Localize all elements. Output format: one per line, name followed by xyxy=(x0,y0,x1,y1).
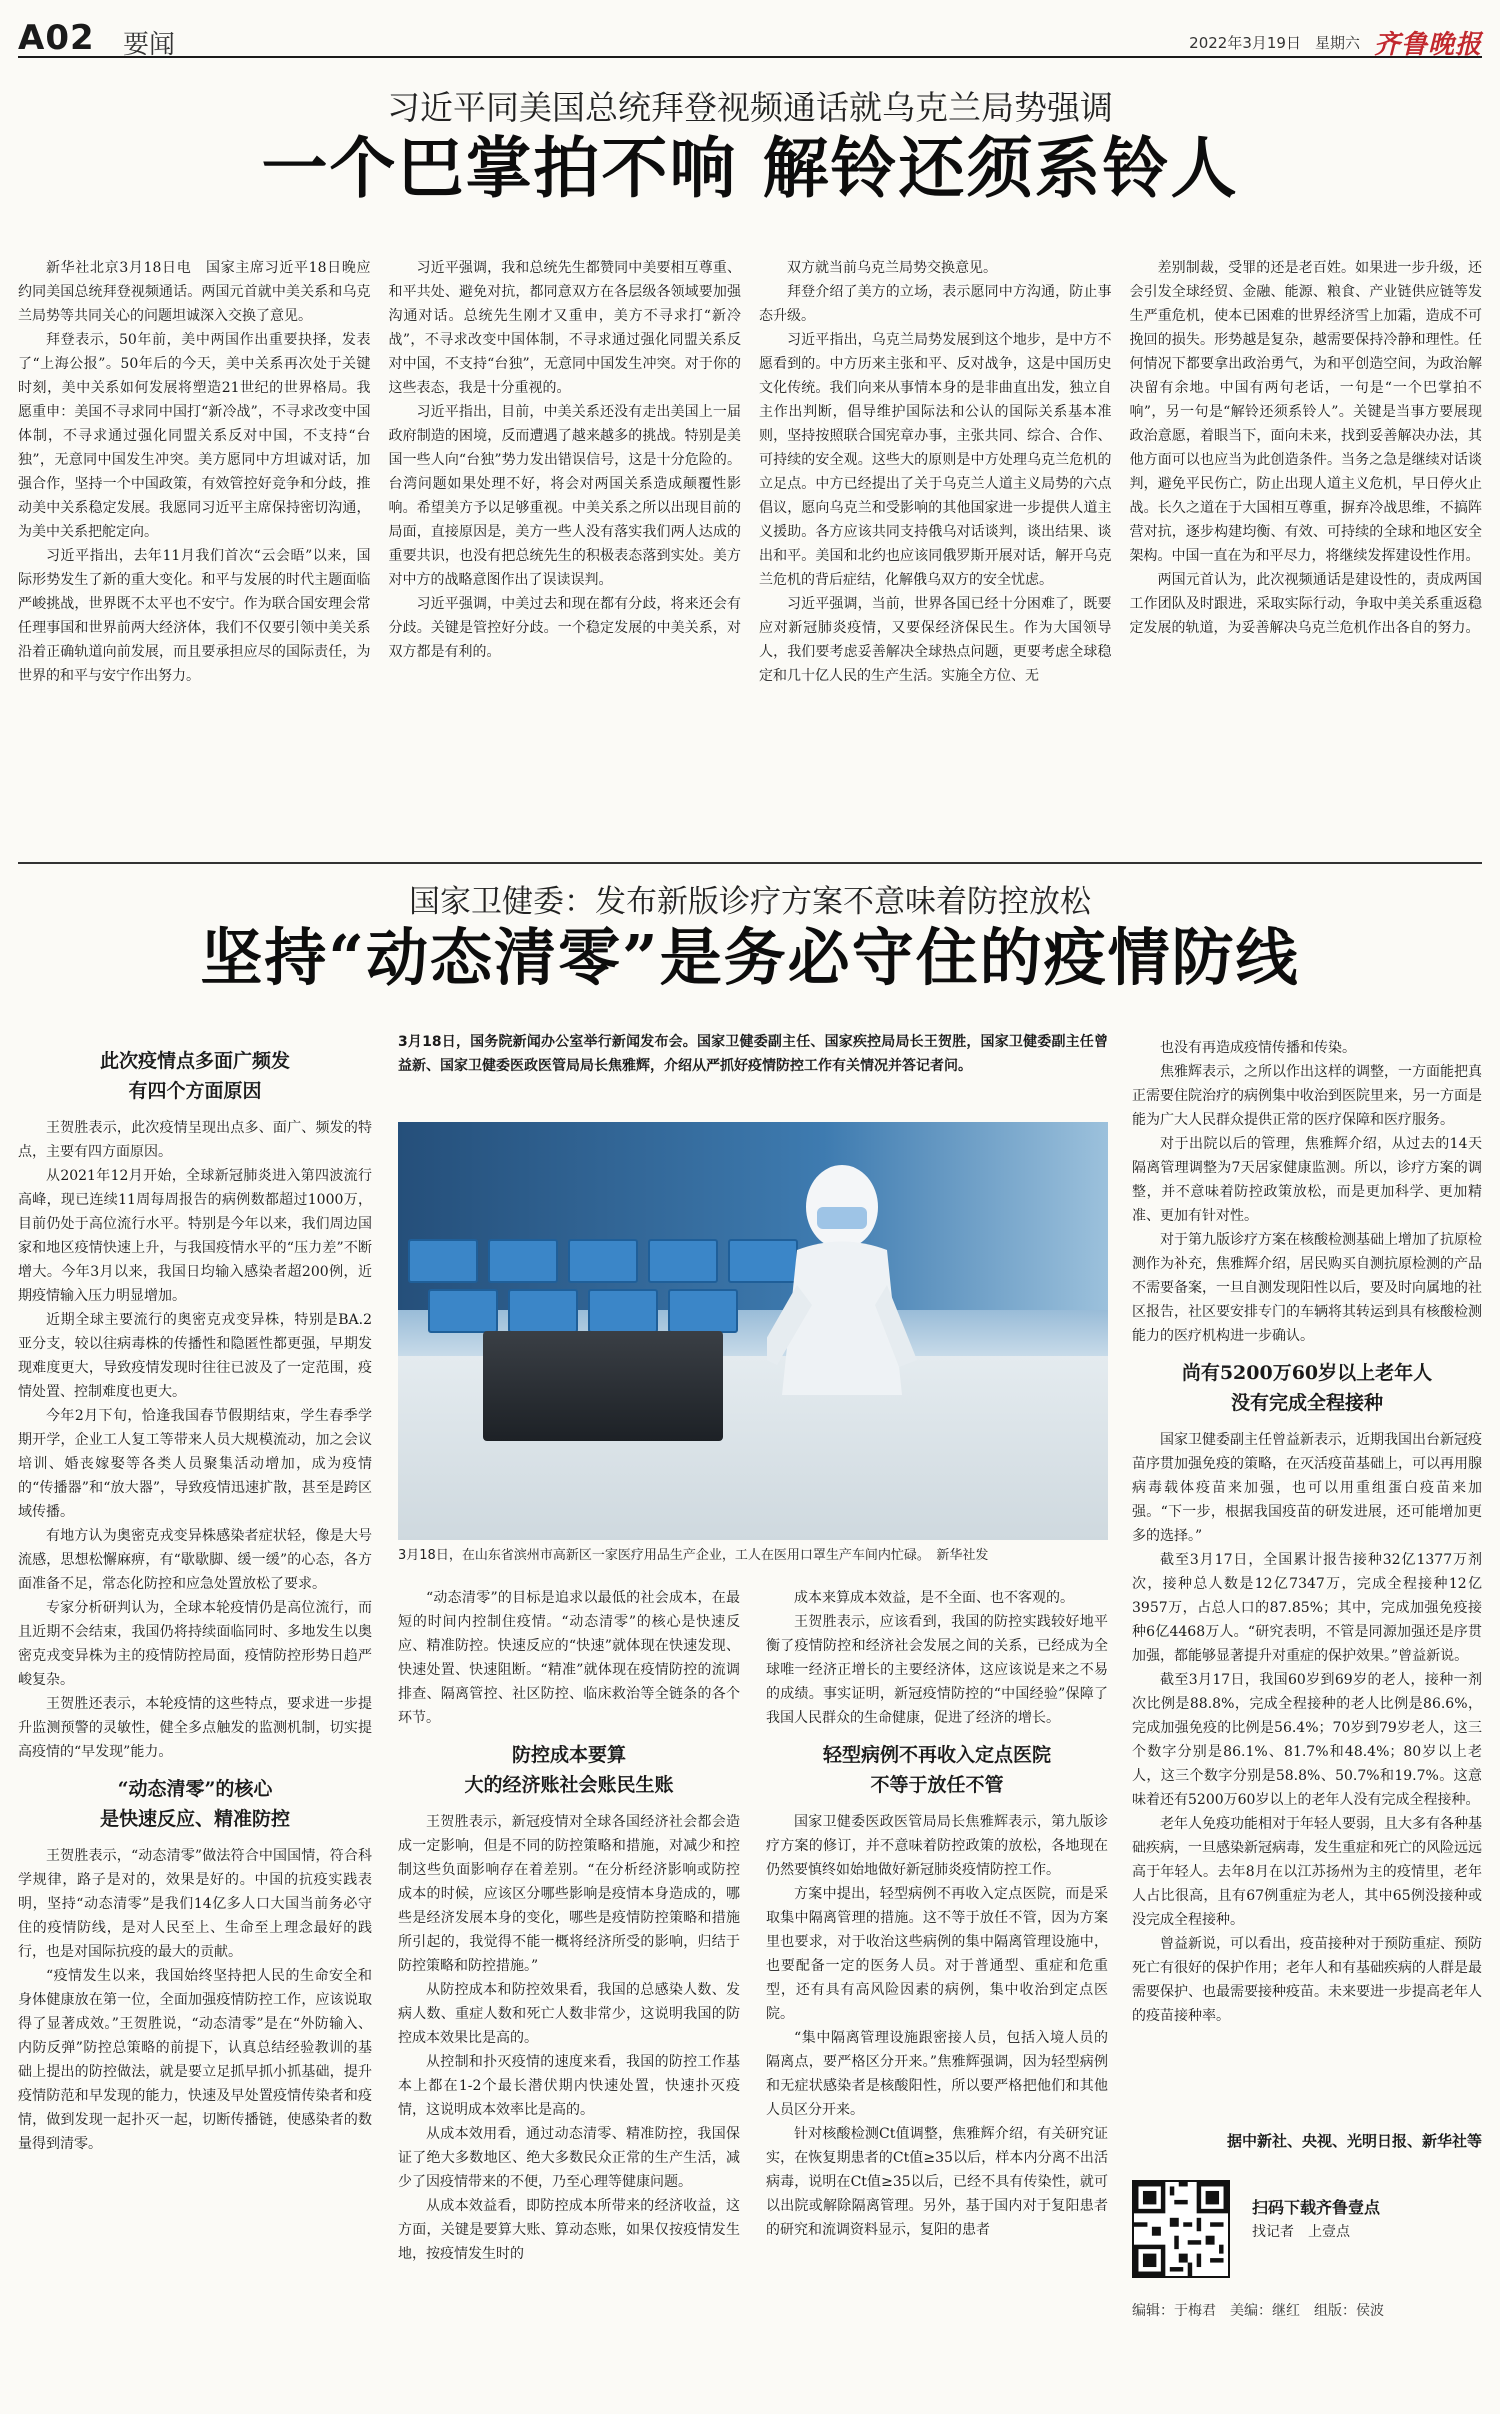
section-name: 要闻 xyxy=(123,30,176,60)
date-box xyxy=(1189,24,1482,61)
paragraph: 曾益新说，可以看出，疫苗接种对于预防重症、预防死亡有很好的保护作用；老年人和有基础疾病的人群是最需要保护、也最需要接种疫苗。未来要进一步提高老年人的疫苗接种率。 xyxy=(1132,1936,1482,2024)
story2-source: 据中新社、央视、光明日报、新华社等 xyxy=(1226,2132,1482,2150)
paragraph: 王贺胜表示，此次疫情呈现出点多、面广、频发的特点，主要有四方面原因。 xyxy=(18,1120,372,1160)
story2-headline: 坚持“动态清零”是务必守住的疫情防线 xyxy=(200,921,1300,994)
photo-caption: 3月18日，在山东省滨州市高新区一家医疗用品生产企业，工人在医用口罩生产车间内忙碌。 新华社发 xyxy=(398,1548,989,1563)
story1-headline: 一个巴掌拍不响 解铃还须系铃人 xyxy=(261,129,1239,207)
paragraph: 从2021年12月开始，全球新冠肺炎进入第四波流行高峰，现已连续11周每周报告的病例数都超过1000万，目前仍处于高位流行水平。特别是今年以来，我们周边国家和地区疫情快速上升，与我国疫情水平的“压力差”不断增大。今年3月以来，我国日均输入感染者超200例，近期疫情输入压力明显增加。 xyxy=(18,1168,372,1304)
paragraph: 从成本效用看，通过动态清零、精准防控，我国保证了绝大多数地区、绝大多数民众正常的生产生活，减少了因疫情带来的不便，乃至心理等健康问题。 xyxy=(398,2126,740,2190)
story2-column-3 xyxy=(766,1586,1108,2396)
issue-date: 2022年3月19日 xyxy=(1189,34,1301,52)
story1-column-4 xyxy=(1130,256,1483,846)
story2-column-1 xyxy=(18,1036,372,2396)
paragraph: 对于第九版诊疗方案在核酸检测基础上增加了抗原检测作为补充，焦雅辉介绍，居民购买自测抗原检测的产品不需要备案，一旦自测发现阳性以后，要及时向属地的社区报告，社区要安排专门的车辆将其转运到具有核酸检测能力的医疗机构进一步确认。 xyxy=(1132,1232,1482,1344)
story2-subhead-5: 尚有5200万60岁以上老年人 没有完成全程接种 xyxy=(1181,1362,1433,1414)
story2-intro: 3月18日，国务院新闻办公室举行新闻发布会。国家卫健委副主任、国家疾控局局长王贺胜，国家卫健委副主任曾益新、国家卫健委医政医管局局长焦雅辉，介绍从严抓好疫情防控工作有关情况并答记者问。 xyxy=(398,1034,1108,1074)
story2-subhead-2: “动态清零”的核心 是快速反应、精准防控 xyxy=(99,1778,290,1830)
paragraph: 王贺胜表示，应该看到，我国的防控实践较好地平衡了疫情防控和经济社会发展之间的关系，已经成为全球唯一经济正增长的主要经济体，这应该说是来之不易的成绩。事实证明，新冠疫情防控的“中国经验”保障了我国人民群众的生命健康，促进了经济的增长。 xyxy=(766,1614,1108,1726)
paragraph: 也没有再造成疫情传播和传染。 xyxy=(1160,1040,1356,1056)
paragraph: 拜登介绍了美方的立场，表示愿同中方沟通，防止事态升级。 xyxy=(759,284,1112,324)
paragraph: 习近平强调，我和总统先生都赞同中美要相互尊重、和平共处、避免对抗，都同意双方在各层级各领域要加强沟通对话。总统先生刚才又重申，美方不寻求打“新冷战”，不寻求改变中国体制，不寻求通过强化同盟关系反对中国，不支持“台独”，无意同中国发生冲突。对于你的这些表态，我是十分重视的。 xyxy=(388,260,741,396)
page-number: A02 xyxy=(18,18,95,58)
paragraph: 近期全球主要流行的奥密克戎变异株，特别是BA.2亚分支，较以往病毒株的传播性和隐匿性都更强，早期发现难度更大，导致疫情发现时往往已波及了一定范围，疫情处置、控制难度也更大。 xyxy=(18,1312,372,1400)
story1-column-1 xyxy=(18,256,371,846)
news-photo xyxy=(398,1122,1108,1540)
sealing-machine xyxy=(483,1331,723,1441)
qr-caption-line-2: 找记者 上壹点 xyxy=(1252,2224,1350,2240)
qr-code-icon xyxy=(1134,2182,1228,2276)
paragraph: 两国元首认为，此次视频通话是建设性的，责成两国工作团队及时跟进，采取实际行动，争取中美关系重返稳定发展的轨道，为妥善解决乌克兰危机作出各自的努力。 xyxy=(1129,572,1482,636)
paragraph: 王贺胜还表示，本轮疫情的这些特点，要求进一步提升监测预警的灵敏性，健全多点触发的监测机制，切实提高疫情的“早发现”能力。 xyxy=(18,1696,372,1760)
story1-body xyxy=(18,256,1482,846)
paragraph: 王贺胜表示，“动态清零”做法符合中国国情，符合科学规律，路子是对的，效果是好的。中国的抗疫实践表明，坚持“动态清零”是我们14亿多人口大国当前务必守住的疫情防线，是对人民至上、生命至上理念最好的践行，也是对国际抗疫的最大的贡献。 xyxy=(18,1848,372,1960)
paragraph: 截至3月17日，我国60岁到69岁的老人，接种一剂次比例是88.8%，完成全程接种的老人比例是86.6%，完成加强免疫的比例是56.4%；70岁到79岁老人，这三个数字分别是86.1%、81.7%和48.4%；80岁以上老人，这三个数字分别是58.8%、50.7%和19.7%。这意味着还有5200万60岁以上的老年人没有完成全程接种。 xyxy=(1132,1672,1482,1808)
paper-logo: 齐鲁晚报 xyxy=(1373,30,1482,60)
story2-subhead-1: 此次疫情点多面广频发 有四个方面原因 xyxy=(99,1050,290,1102)
story1-kicker: 习近平同美国总统拜登视频通话就乌克兰局势强调 xyxy=(387,88,1113,127)
paragraph: 从控制和扑灭疫情的速度来看，我国的防控工作基本上都在1-2个最长潜伏期内快速处置，快速扑灭疫情，这说明成本效率比是高的。 xyxy=(398,2054,740,2118)
paragraph: 王贺胜表示，新冠疫情对全球各国经济社会都会造成一定影响，但是不同的防控策略和措施，对减少和控制这些负面影响存在着差别。“在分析经济影响或防控成本的时候，应该区分哪些影响是疫情本身造成的，哪些是经济发展本身的变化，哪些是疫情防控策略和措施所引起的，我觉得不能一概将经济所受的影响，归结于防控策略和防控措施。” xyxy=(398,1814,740,1974)
story2-column-4 xyxy=(1132,1036,1482,2086)
paragraph: 从成本效益看，即防控成本所带来的经济收益，这方面，关键是要算大账、算动态账，如果仅按疫情发生地，按疫情发生时的 xyxy=(398,2198,740,2262)
paragraph: 双方就当前乌克兰局势交换意见。 xyxy=(787,260,997,276)
paragraph: 针对核酸检测Ct值调整，焦雅辉介绍，有关研究证实，在恢复期患者的Ct值≥35以后，样本内分离不出活病毒，说明在Ct值≥35以后，已经不具有传染性，就可以出院或解除隔离管理。另外，基于国内对于复阳患者的研究和流调资料显示，复阳的患者 xyxy=(766,2126,1108,2238)
paragraph: 国家卫健委医政医管局局长焦雅辉表示，第九版诊疗方案的修订，并不意味着防控政策的放松，各地现在仍然要慎终如始地做好新冠肺炎疫情防控工作。 xyxy=(766,1814,1108,1878)
paragraph: 习近平指出，目前，中美关系还没有走出美国上一届政府制造的困境，反而遭遇了越来越多的挑战。特别是美国一些人向“台独”势力发出错误信号，这是十分危险的。台湾问题如果处理不好，将会对两国关系造成颠覆性影响。希望美方予以足够重视。中美关系之所以出现目前的局面，直接原因是，美方一些人没有落实我们两人达成的重要共识，也没有把总统先生的积极表态落到实处。美方对中方的战略意图作出了误读误判。 xyxy=(388,404,741,588)
issue-weekday: 星期六 xyxy=(1314,34,1360,52)
paragraph: “疫情发生以来，我国始终坚持把人民的生命安全和身体健康放在第一位，全面加强疫情防控工作，应该说取得了显著成效。”王贺胜说，“动态清零”是在“外防输入、内防反弹”防控总策略的前提下，认真总结经验教训的基础上提出的防控做法，就是要立足抓早抓小抓基础，提升疫情防范和早发现的能力，快速及早处置疫情传染者和疫情，做到发现一起扑灭一起，切断传播链，使感染者的数量得到清零。 xyxy=(18,1968,372,2152)
story2-column-2 xyxy=(398,1586,740,2396)
paragraph: 专家分析研判认为，全球本轮疫情仍是高位流行，而且近期不会结束，我国仍将持续面临同时、多地发生以奥密克戎变异株为主的疫情防控局面，疫情防控形势日趋严峻复杂。 xyxy=(18,1600,372,1688)
paragraph: 老年人免疫功能相对于年轻人要弱，且大多有各种基础疾病，一旦感染新冠病毒，发生重症和死亡的风险远远高于年轻人。去年8月在以江苏扬州为主的疫情里，老年人占比很高，且有67例重症为老人，其中65例没接种或没完成全程接种。 xyxy=(1132,1816,1482,1928)
qr-caption-line-1: 扫码下载齐鲁壹点 xyxy=(1252,2198,1381,2217)
qr-caption xyxy=(1252,2196,1482,2244)
story2-subhead-4: 轻型病例不再收入定点医院 不等于放任不管 xyxy=(822,1744,1051,1796)
page-credits: 编辑：于梅君 美编：继红 组版：侯波 xyxy=(1132,2303,1384,2319)
paragraph: “集中隔离管理设施跟密接人员，包括入境人员的隔离点，要严格区分开来。”焦雅辉强调，因为轻型病例和无症状感染者是核酸阳性，所以要严格把他们和其他人员区分开来。 xyxy=(766,2030,1108,2118)
paragraph: 截至3月17日，全国累计报告接种32亿1377万剂次，接种总人数是12亿7347万，完成全程接种12亿3957万，占总人口的87.85%；其中，完成加强免疫接种6亿4468万人。“研究表明，不管是同源加强还是序贯加强，都能够显著提升对重症的保护效果。”曾益新说。 xyxy=(1132,1552,1482,1664)
paragraph: 焦雅辉表示，之所以作出这样的调整，一方面能把真正需要住院治疗的病例集中收治到医院里来，另一方面是能为广大人民群众提供正常的医疗保障和医疗服务。 xyxy=(1132,1064,1482,1128)
paragraph: 习近平指出，去年11月我们首次“云会晤”以来，国际形势发生了新的重大变化。和平与发展的时代主题面临严峻挑战，世界既不太平也不安宁。作为联合国安理会常任理事国和世界前两大经济体，我们不仅要引领中美关系沿着正确轨道向前发展，而且要承担应尽的国际责任，为世界的和平与安宁作出努力。 xyxy=(18,548,371,684)
paragraph: “动态清零”的目标是追求以最低的社会成本，在最短的时间内控制住疫情。“动态清零”的核心是快速反应、精准防控。快速反应的“快速”就体现在快速发现、快速处置、快速阻断。“精准”就体现在疫情防控的流调排查、隔离管控、社区防控、临床救治等全链条的各个环节。 xyxy=(398,1590,740,1726)
paragraph: 成本来算成本效益，是不全面、也不客观的。 xyxy=(794,1590,1074,1606)
story2-subhead-3: 防控成本要算 大的经济账社会账民生账 xyxy=(464,1744,674,1796)
paragraph: 国家卫健委副主任曾益新表示，近期我国出台新冠疫苗序贯加强免疫的策略，在灭活疫苗基础上，可以再用腺病毒载体疫苗来加强，也可以用重组蛋白疫苗来加强。“下一步，根据我国疫苗的研发进展，还可能增加更多的选择。” xyxy=(1132,1432,1482,1544)
story-divider xyxy=(18,862,1482,864)
paragraph: 习近平指出，乌克兰局势发展到这个地步，是中方不愿看到的。中方历来主张和平、反对战争，这是中国历史文化传统。我们向来从事情本身的是非曲直出发，独立自主作出判断，倡导维护国际法和公认的国际关系基本准则，坚持按照联合国宪章办事，主张共同、综合、合作、可持续的安全观。这些大的原则是中方处理乌克兰危机的立足点。中方已经提出了关于乌克兰人道主义局势的六点倡议，愿向乌克兰和受影响的其他国家进一步提供人道主义援助。各方应该共同支持俄乌对话谈判，谈出结果、谈出和平。美国和北约也应该同俄罗斯开展对话，解开乌克兰危机的背后症结，化解俄乌双方的安全忧虑。 xyxy=(759,332,1112,588)
masthead xyxy=(18,14,1482,58)
paragraph: 方案中提出，轻型病例不再收入定点医院，而是采取集中隔离管理的措施。这不等于放任不管，因为方案里也要求，对于收治这些病例的集中隔离管理设施中，也要配备一定的医务人员。对于普通型、重症和危重型，还有具有高风险因素的病例，集中收治到定点医院。 xyxy=(766,1886,1108,2022)
story2-kicker: 国家卫健委：发布新版诊疗方案不意味着防控放松 xyxy=(409,884,1091,920)
story1-column-3 xyxy=(759,256,1112,846)
qr-code[interactable] xyxy=(1132,2180,1230,2278)
paragraph: 差别制裁，受罪的还是老百姓。如果进一步升级，还会引发全球经贸、金融、能源、粮食、产业链供应链等发生严重危机，使本已困难的世界经济雪上加霜，造成不可挽回的损失。形势越是复杂，越需要保持冷静和理性。任何情况下都要拿出政治勇气，为和平创造空间，为政治解决留有余地。中国有两句老话，一句是“一个巴掌拍不响”，另一句是“解铃还须系铃人”。关键是当事方要展现政治意愿，着眼当下，面向未来，找到妥善解决办法，其他方面可以也应当为此创造条件。当务之急是继续对话谈判，避免平民伤亡，防止出现人道主义危机，早日停火止战。长久之道在于大国相互尊重，摒弃冷战思维，不搞阵营对抗，逐步构建均衡、有效、可持续的全球和地区安全架构。中国一直在为和平尽力，将继续发挥建设性作用。 xyxy=(1129,260,1482,564)
paragraph: 对于出院以后的管理，焦雅辉介绍，从过去的14天隔离管理调整为7天居家健康监测。所以，诊疗方案的调整，并不意味着防控政策放松，而是更加科学、更加精准、更加有针对性。 xyxy=(1132,1136,1482,1224)
paragraph: 今年2月下旬，恰逢我国春节假期结束，学生春季学期开学，企业工人复工等带来人员大规模流动，加之会议培训、婚丧嫁娶等各类人员聚集活动增加，成为疫情的“传播器”和“放大器”，导致疫情迅速扩散，甚至是跨区域传播。 xyxy=(18,1408,372,1520)
story1-column-2 xyxy=(389,256,742,846)
paragraph: 新华社北京3月18日电 国家主席习近平18日晚应约同美国总统拜登视频通话。两国元首就中美关系和乌克兰局势等共同关心的问题坦诚深入交换了意见。 xyxy=(18,260,371,324)
paragraph: 有地方认为奥密克戎变异株感染者症状轻，像是大号流感，思想松懈麻痹，有“歇歇脚、缓一缓”的心态，各方面准备不足，常态化防控和应急处置放松了要求。 xyxy=(18,1528,372,1592)
worker-figure xyxy=(767,1155,917,1455)
paragraph: 习近平强调，中美过去和现在都有分歧，将来还会有分歧。关键是管控好分歧。一个稳定发展的中美关系，对双方都是有利的。 xyxy=(388,596,741,660)
paragraph: 习近平强调，当前，世界各国已经十分困难了，既要应对新冠肺炎疫情，又要保经济保民生。作为大国领导人，我们要考虑妥善解决全球热点问题，更要考虑全球稳定和几十亿人民的生产生活。实施全方位、无 xyxy=(759,596,1112,684)
paragraph: 拜登表示，50年前，美中两国作出重要抉择，发表了“上海公报”。50年后的今天，美中关系再次处于关键时刻，美中关系如何发展将塑造21世纪的世界格局。我愿重申：美国不寻求同中国打“新冷战”，不寻求改变中国体制，不寻求通过强化同盟关系反对中国，不支持“台独”，无意同中国发生冲突。美方愿同中方坦诚对话，加强合作，坚持一个中国政策，有效管控好竞争和分歧，推动美中关系稳定发展。我愿同习近平主席保持密切沟通，为美中关系把舵定向。 xyxy=(18,332,371,540)
paragraph: 从防控成本和防控效果看，我国的总感染人数、发病人数、重症人数和死亡人数非常少，这说明我国的防控成本效果比是高的。 xyxy=(398,1982,740,2046)
